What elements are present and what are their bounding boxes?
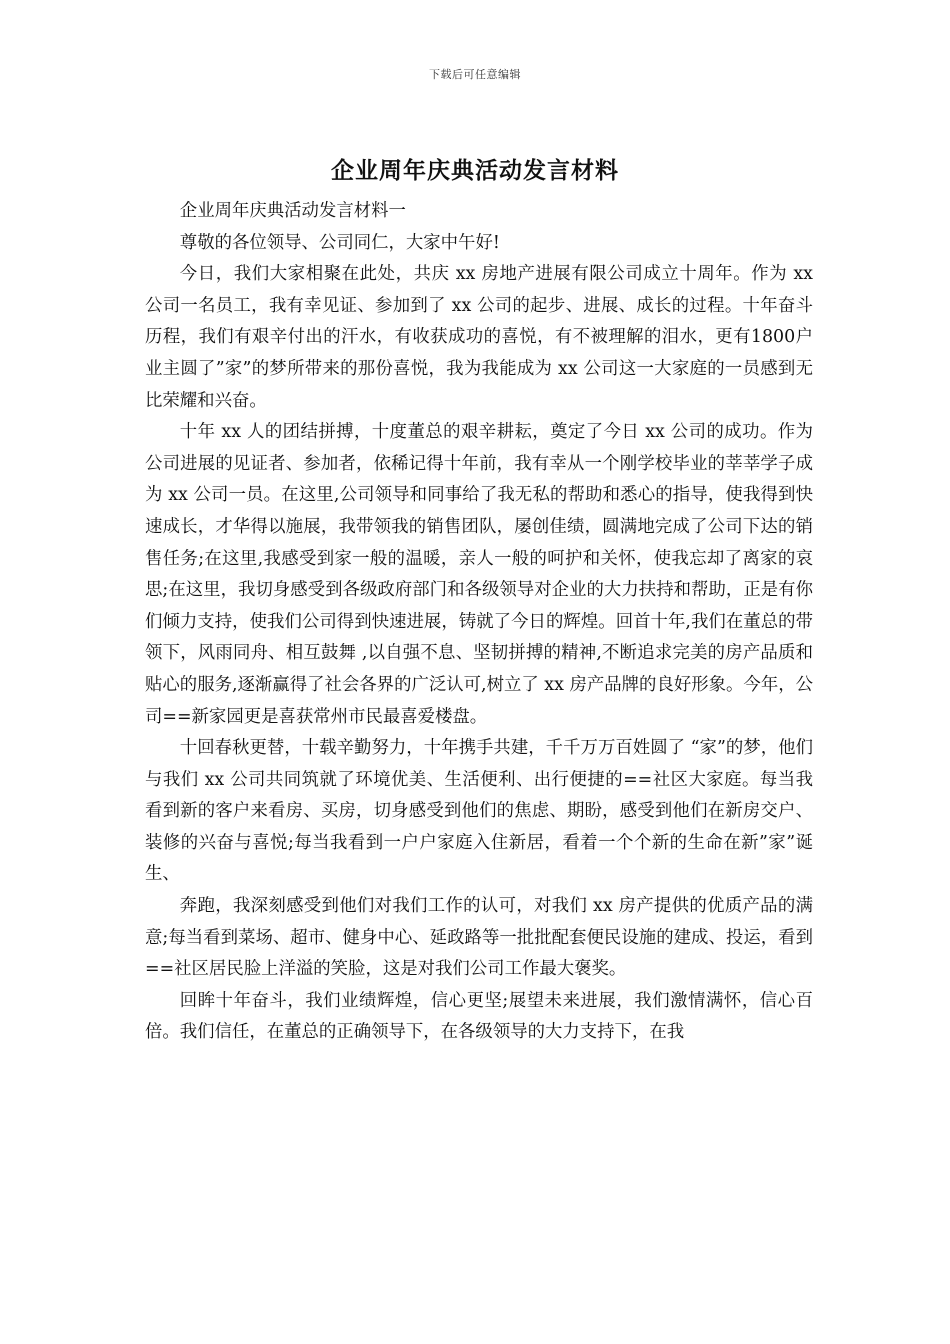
paragraph-subtitle: 企业周年庆典活动发言材料一 xyxy=(179,201,406,221)
paragraph: 今日，我们大家相聚在此处，共庆 xx 房地产进展有限公司成立十周年。作为 xx 公司一名员工，我有幸见证、参加到了 xx 公司的起步、进展、成长的过程。十年奋斗历程，我们有艰辛付出的汗水，有收获成功的喜悦，有不被理解的泪水，更有1800户业主圆了”家”的梦所带来的那份喜悦，我为我能成为 xx 公司这一大家庭的一员感到无比荣耀和兴奋。 xyxy=(145,264,813,411)
header-note: 下载后可任意编辑 xyxy=(429,68,521,81)
paragraph: 奔跑，我深刻感受到他们对我们工作的认可，对我们 xx 房产提供的优质产品的满意;每当看到菜场、超市、健身中心、延政路等一批批配套便民设施的建成、投运，看到==社区居民脸上洋溢的笑脸，这是对我们公司工作最大褒奖。 xyxy=(145,896,813,980)
paragraph-greeting: 尊敬的各位领导、公司同仁，大家中午好! xyxy=(179,232,500,253)
paragraph: 十年 xx 人的团结拼搏，十度董总的艰辛耕耘，奠定了今日 xx 公司的成功。作为公司进展的见证者、参加者，依稀记得十年前，我有幸从一个刚学校毕业的莘莘学子成为 xx 公司一员。在这里,公司领导和同事给了我无私的帮助和悉心的指导，使我得到快速成长，才华得以施展，我带领我的销售团队，屡创佳绩，圆满地完成了公司下达的销售任务;在这里,我感受到家一般的温暖，亲人一般的呵护和关怀，使我忘却了离家的哀思;在这里，我切身感受到各级政府部门和各级领导对企业的大力扶持和帮助，正是有你们倾力支持，使我们公司得到快速进展，铸就了今日的辉煌。回首十年,我们在董总的带领下，风雨同舟、相互鼓舞 ,以自强不息、坚韧拼搏的精神,不断追求完美的房产品质和贴心的服务,逐渐赢得了社会各界的广泛认可,树立了 xx 房产品牌的良好形象。今年，公司==新家园更是喜获常州市民最喜爱楼盘。 xyxy=(145,422,813,727)
paragraph: 回眸十年奋斗，我们业绩辉煌，信心更坚;展望未来进展，我们激情满怀，信心百倍。我们信任，在董总的正确领导下，在各级领导的大力支持下，在我 xyxy=(145,990,813,1043)
document-title: 企业周年庆典活动发言材料 xyxy=(331,157,619,184)
paragraph: 十回春秋更替，十载辛勤努力，十年携手共建，千千万万百姓圆了 “家”的梦，他们与我们 xx 公司共同筑就了环境优美、生活便利、出行便捷的==社区大家庭。每当我看到新的客户来看房、买房，切身感受到他们的焦虑、期盼，感受到他们在新房交户、装修的兴奋与喜悦;每当我看到一户户家庭入住新居，看着一个个新的生命在新”家”诞生、 xyxy=(145,738,813,885)
document-body xyxy=(145,196,813,1049)
